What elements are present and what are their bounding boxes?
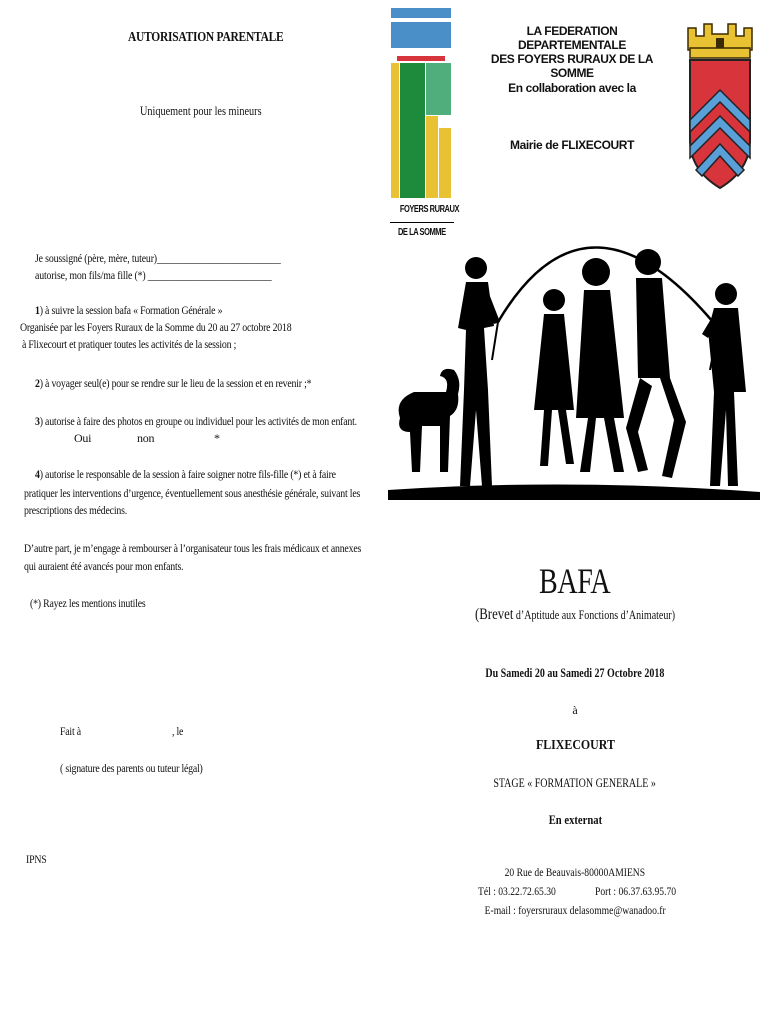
authorization-title: AUTORISATION PARENTALE: [128, 30, 284, 45]
item-3-star: *: [214, 431, 220, 445]
authorize-child-line: autorise, mon fils/ma fille (*) __________________________: [35, 268, 272, 282]
undersigned-line: Je soussigné (père, mère, tuteur)__________________________: [35, 251, 281, 265]
telephone: Tél : 03.22.72.65.30: [478, 884, 556, 898]
stage-type: STAGE « FORMATION GENERALE »: [493, 776, 657, 790]
bafa-full-name: (Brevet d’Aptitude aux Fonctions d’Animateur): [474, 606, 676, 623]
bafa-title: BAFA: [539, 561, 611, 601]
email: E-mail : foyersruraux delasomme@wanadoo.fr: [484, 903, 666, 917]
flixecourt-crest: [682, 20, 758, 190]
item-4-line-c: prescriptions des médecins.: [24, 503, 127, 517]
item-3-non: non: [137, 431, 155, 445]
foyers-ruraux-logo: [391, 8, 451, 198]
ipns-label: IPNS: [26, 852, 47, 866]
federation-title: LA FEDERATION DEPARTEMENTALE DES FOYERS RURAUX DE LA SOMME: [490, 24, 654, 80]
minors-only-subtitle: Uniquement pour les mineurs: [140, 104, 262, 118]
rayez-note: (*) Rayez les mentions inutiles: [30, 596, 146, 610]
children-jumping-rope-silhouette: [388, 210, 760, 510]
address: 20 Rue de Beauvais-80000AMIENS: [504, 865, 646, 879]
mobile-phone: Port : 06.37.63.95.70: [595, 884, 677, 898]
item-4-line-a: 4) autorise le responsable de la session à faire soigner notre fils-fille (*) et à faire: [35, 467, 336, 481]
refund-line-a: D’autre part, je m’engage à rembourser à l’organisateur tous les frais médicaux et annexes: [24, 541, 362, 555]
mairie-text: Mairie de FLIXECOURT: [509, 138, 635, 152]
fait-a-label: Fait à: [60, 724, 81, 738]
collaboration-text: En collaboration avec la: [508, 81, 636, 95]
item-1-line-c: à Flixecourt et pratiquer toutes les activités de la session ;: [22, 337, 237, 351]
date-le-label: , le: [172, 724, 184, 738]
item-1-line-a: 1) à suivre la session bafa « Formation Générale »: [35, 303, 223, 317]
item-3: 3) autorise à faire des photos en groupe ou individuel pour les activités de mon enfant.: [35, 414, 357, 428]
town-name: FLIXECOURT: [535, 738, 615, 753]
item-2: 2) à voyager seul(e) pour se rendre sur le lieu de la session et en revenir ;*: [35, 376, 312, 390]
session-dates: Du Samedi 20 au Samedi 27 Octobre 2018: [485, 666, 665, 680]
item-1-line-b: Organisée par les Foyers Ruraux de la Somme du 20 au 27 octobre 2018: [20, 320, 292, 334]
signature-label: ( signature des parents ou tuteur légal): [60, 761, 203, 775]
logo-caption: FOYERS RURAUX DE LA SOMME: [390, 204, 454, 239]
a-connector: à: [572, 703, 578, 717]
item-3-oui: Oui: [74, 431, 92, 445]
externat-label: En externat: [548, 813, 602, 827]
refund-line-b: qui auraient été avancés pour mon enfants.: [24, 559, 184, 573]
item-4-line-b: pratiquer les interventions d’urgence, éventuellement sous anesthésie générale, suivant les: [24, 486, 361, 500]
